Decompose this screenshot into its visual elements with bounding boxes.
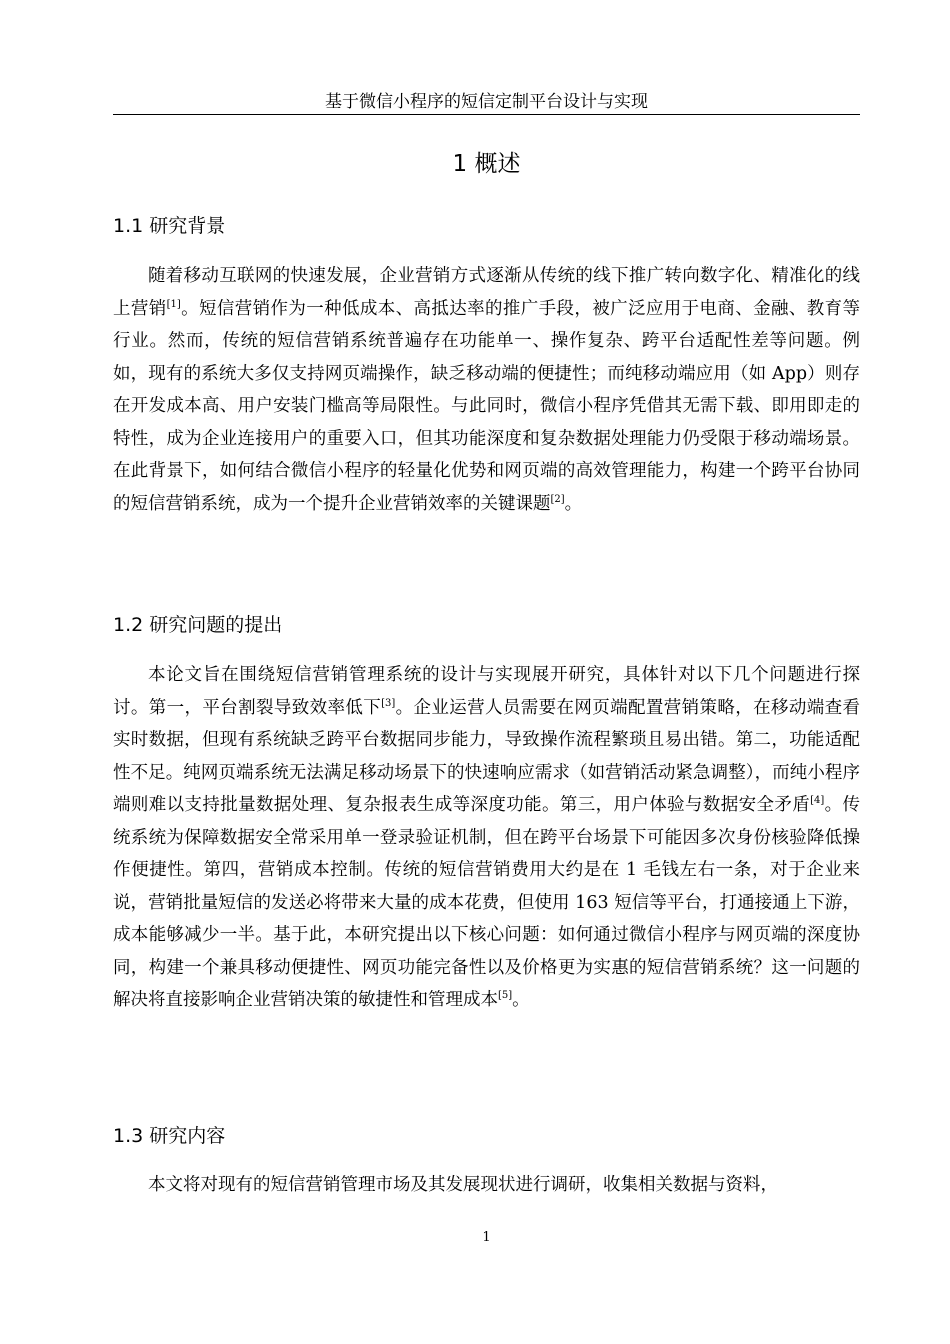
section-title-1-2: 1.2 研究问题的提出 — [113, 614, 283, 636]
text-run: 。 — [564, 493, 583, 514]
text-run: 。 — [512, 990, 530, 1010]
text-run: 随着移动互联网的快速发展，企业营销方式逐渐从传统的线下推广转向数字化、精准化的线上营销 — [113, 266, 860, 319]
paragraph-research-background — [113, 260, 860, 520]
text-run: 本文将对现有的短信营销管理市场及其发展现状进行调研，收集相关数据与资料， — [148, 1175, 778, 1195]
citation-ref: [3] — [381, 697, 396, 709]
citation-ref: [1] — [166, 298, 181, 310]
page-number: 1 — [482, 1230, 491, 1245]
section-title-1-1: 1.1 研究背景 — [113, 215, 226, 237]
text-run: 。传统系统为保障数据安全常采用单一登录验证机制，但在跨平台场景下可能因多次身份核验降低操作便捷性。第四，营销成本控制。传统的短信营销费用大约是在 1 毛钱左右一条，对于企业来说，营销批量短信的发送必将带来大量的成本花费，但使用 163 短信等平台，打通接通上下游，成本能够减少一半。基于此，本研究提出以下核心问题：如何通过微信小程序与网页端的深度协同，构建一个兼具移动便捷性、网页功能完备性以及价格更为实惠的短信营销系统？这一问题的解决将直接影响企业营销决策的敏捷性和管理成本 — [113, 795, 860, 1010]
paragraph-research-question — [113, 659, 860, 1017]
header-rule — [113, 114, 860, 115]
citation-ref: [2] — [550, 493, 565, 505]
paragraph-research-content — [113, 1169, 860, 1202]
chapter-title: 1 概述 — [452, 151, 521, 177]
text-run: 。企业运营人员需要在网页端配置营销策略，在移动端查看实时数据，但现有系统缺乏跨平台数据同步能力，导致操作流程繁琐且易出错。第二，功能适配性不足。纯网页端系统无法满足移动场景下的快速响应需求（如营销活动紧急调整），而纯小程序端则难以支持批量数据处理、复杂报表生成等深度功能。第三，用户体验与数据安全矛盾 — [113, 697, 860, 815]
section-title-1-3: 1.3 研究内容 — [113, 1125, 226, 1147]
text-run: 。短信营销作为一种低成本、高抵达率的推广手段，被广泛应用于电商、金融、教育等行业。然而，传统的短信营销系统普遍存在功能单一、操作复杂、跨平台适配性差等问题。例如，现有的系统大多仅支持网页端操作，缺乏移动端的便捷性；而纯移动端应用（如 App）则存在开发成本高、用户安装门槛高等局限性。与此同时，微信小程序凭借其无需下载、即用即走的特性，成为企业连接用户的重要入口，但其功能深度和复杂数据处理能力仍受限于移动端场景。在此背景下，如何结合微信小程序的轻量化优势和网页端的高效管理能力，构建一个跨平台协同的短信营销系统，成为一个提升企业营销效率的关键课题 — [113, 298, 861, 514]
citation-ref: [4] — [810, 795, 825, 806]
text-run: 本论文旨在围绕短信营销管理系统的设计与实现展开研究，具体针对以下几个问题进行探讨。第一，平台割裂导致效率低下 — [113, 665, 860, 718]
citation-ref: [5] — [498, 990, 513, 1001]
running-header: 基于微信小程序的短信定制平台设计与实现 — [325, 92, 648, 112]
